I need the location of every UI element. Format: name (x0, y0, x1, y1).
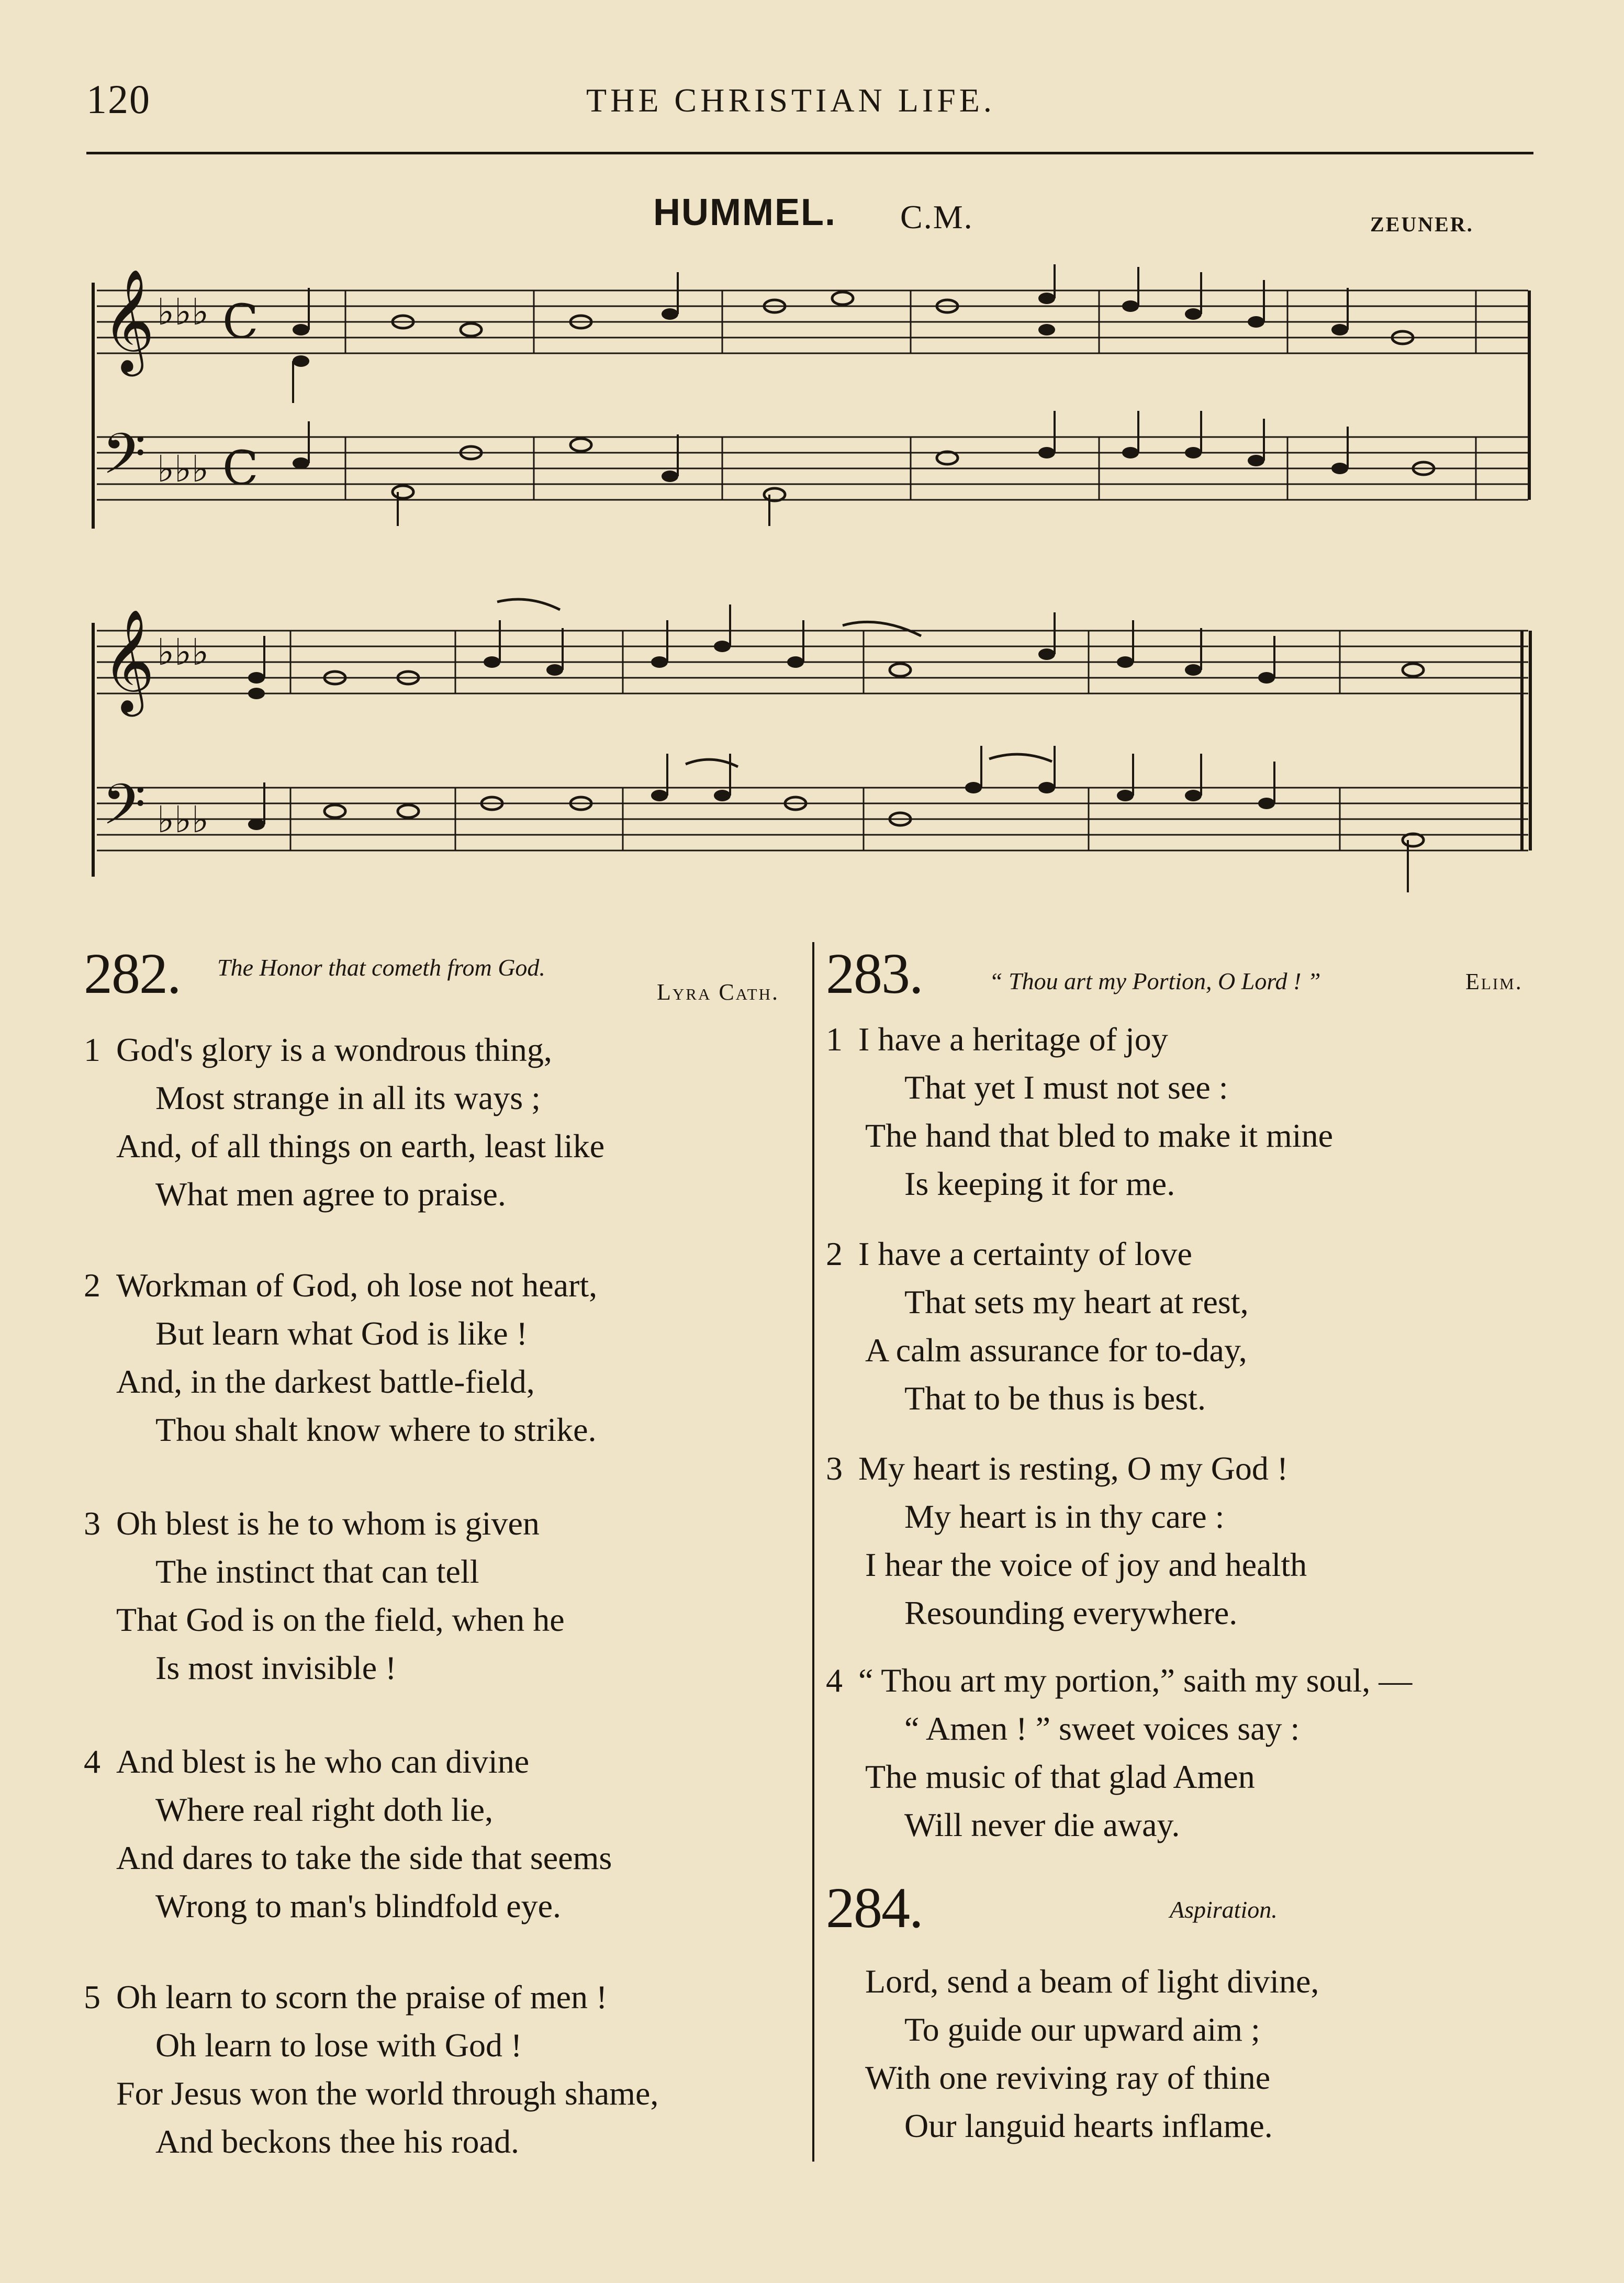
hymn-282-verse-4 (84, 1738, 612, 1930)
svg-text:𝄞: 𝄞 (102, 268, 155, 372)
verse-line: Oh learn to lose with God ! (155, 2027, 522, 2064)
hymn-282-verse-3 (84, 1499, 565, 1692)
verse-line: God's glory is a wondrous thing, (116, 1031, 552, 1068)
hymn-282-verse-5 (84, 1973, 658, 2166)
verse-number: 5 (84, 1978, 100, 2016)
verse-number: 2 (826, 1235, 843, 1272)
hymn-283-verse-3 (826, 1445, 1307, 1637)
hymn-282-verse-1 (84, 1026, 604, 1218)
hymn-282-verse-2 (84, 1261, 597, 1454)
verse-line: I have a heritage of joy (858, 1021, 1168, 1058)
hymn-282-attribution: Lyra Cath. (657, 979, 779, 1005)
tune-name: HUMMEL. (653, 192, 836, 233)
verse-line: And, in the darkest battle-field, (116, 1363, 535, 1400)
verse-number: 4 (826, 1662, 843, 1699)
verse-line: To guide our upward aim ; (904, 2011, 1260, 2048)
verse-line: Lord, send a beam of light divine, (865, 1963, 1319, 2000)
verse-line: Resounding everywhere. (904, 1594, 1238, 1631)
verse-line: Thou shalt know where to strike. (155, 1411, 597, 1448)
hymn-283-attribution: Elim. (1465, 969, 1523, 994)
tune-composer: ZEUNER. (1370, 212, 1474, 236)
verse-line: That yet I must not see : (904, 1069, 1228, 1106)
verse-number: 2 (84, 1267, 100, 1304)
verse-line: “ Amen ! ” sweet voices say : (904, 1710, 1300, 1747)
verse-line: And beckons thee his road. (155, 2123, 519, 2160)
tune-meter: C.M. (900, 198, 973, 236)
hymn-284-title: Aspiration. (1170, 1896, 1278, 1923)
svg-text:C: C (222, 294, 259, 349)
verse-line: That to be thus is best. (904, 1380, 1206, 1417)
running-head: THE CHRISTIAN LIFE. (586, 82, 995, 119)
header-rule (86, 152, 1533, 154)
verse-line: I hear the voice of joy and health (865, 1546, 1307, 1583)
verse-line: And blest is he who can divine (116, 1743, 530, 1780)
verse-line: Most strange in all its ways ; (155, 1079, 541, 1116)
svg-text:♭♭♭: ♭♭♭ (157, 631, 209, 674)
music-score-system-2 (84, 594, 1544, 913)
verse-line: Wrong to man's blindfold eye. (155, 1887, 562, 1924)
hymn-283-verse-4 (826, 1657, 1412, 1849)
svg-text:𝄢: 𝄢 (102, 771, 146, 851)
verse-line: Is keeping it for me. (904, 1165, 1175, 1202)
verse-number: 4 (84, 1743, 100, 1780)
verse-line: The instinct that can tell (155, 1553, 479, 1590)
verse-line: Oh blest is he to whom is given (116, 1505, 540, 1542)
verse-line: And dares to take the side that seems (116, 1839, 612, 1876)
music-score-system-1 (84, 264, 1544, 557)
svg-text:𝄢: 𝄢 (102, 421, 146, 500)
svg-text:♭♭♭: ♭♭♭ (157, 798, 209, 841)
hymn-282-title: The Honor that cometh from God. (217, 954, 545, 981)
verse-line: Workman of God, oh lose not heart, (116, 1267, 598, 1304)
hymn-283-title: “ Thou art my Portion, O Lord ! ” (989, 968, 1321, 994)
verse-line: Our languid hearts inflame. (904, 2107, 1273, 2144)
verse-line: That God is on the field, when he (116, 1601, 565, 1638)
verse-line: Is most invisible ! (155, 1649, 397, 1686)
verse-line: “ Thou art my portion,” saith my soul, — (858, 1662, 1413, 1699)
verse-line: For Jesus won the world through shame, (116, 2075, 659, 2112)
hymn-283-number: 283. (826, 942, 923, 1005)
svg-text:𝄞: 𝄞 (102, 609, 155, 712)
verse-line: My heart is in thy care : (904, 1498, 1225, 1535)
svg-text:♭♭♭: ♭♭♭ (157, 447, 209, 490)
hymn-283-verse-2 (826, 1230, 1249, 1423)
hymn-283-verse-1 (826, 1015, 1333, 1208)
hymn-282-number: 282. (84, 942, 181, 1005)
hymn-284-number: 284. (826, 1876, 923, 1940)
column-divider (812, 942, 814, 2162)
verse-line: I have a certainty of love (858, 1235, 1192, 1272)
verse-line: With one reviving ray of thine (865, 2059, 1271, 2096)
verse-line: A calm assurance for to-day, (865, 1331, 1247, 1369)
page-number: 120 (86, 76, 151, 122)
svg-text:♭♭♭: ♭♭♭ (157, 290, 209, 333)
verse-line: But learn what God is like ! (155, 1315, 528, 1352)
verse-line: The hand that bled to make it mine (865, 1117, 1333, 1154)
verse-line: And, of all things on earth, least like (116, 1127, 605, 1165)
verse-line: Oh learn to scorn the praise of men ! (116, 1978, 608, 2016)
verse-line: That sets my heart at rest, (904, 1283, 1249, 1320)
verse-line: What men agree to praise. (155, 1176, 506, 1213)
verse-line: Will never die away. (904, 1806, 1180, 1843)
verse-line: My heart is resting, O my God ! (858, 1450, 1289, 1487)
svg-text:C: C (222, 441, 259, 496)
verse-number: 3 (826, 1450, 843, 1487)
verse-number: 1 (84, 1031, 100, 1068)
verse-line: Where real right doth lie, (155, 1791, 494, 1828)
verse-line: The music of that glad Amen (865, 1758, 1255, 1795)
verse-number: 1 (826, 1021, 843, 1058)
verse-number: 3 (84, 1505, 100, 1542)
hymn-284-verse-1 (826, 1957, 1319, 2150)
